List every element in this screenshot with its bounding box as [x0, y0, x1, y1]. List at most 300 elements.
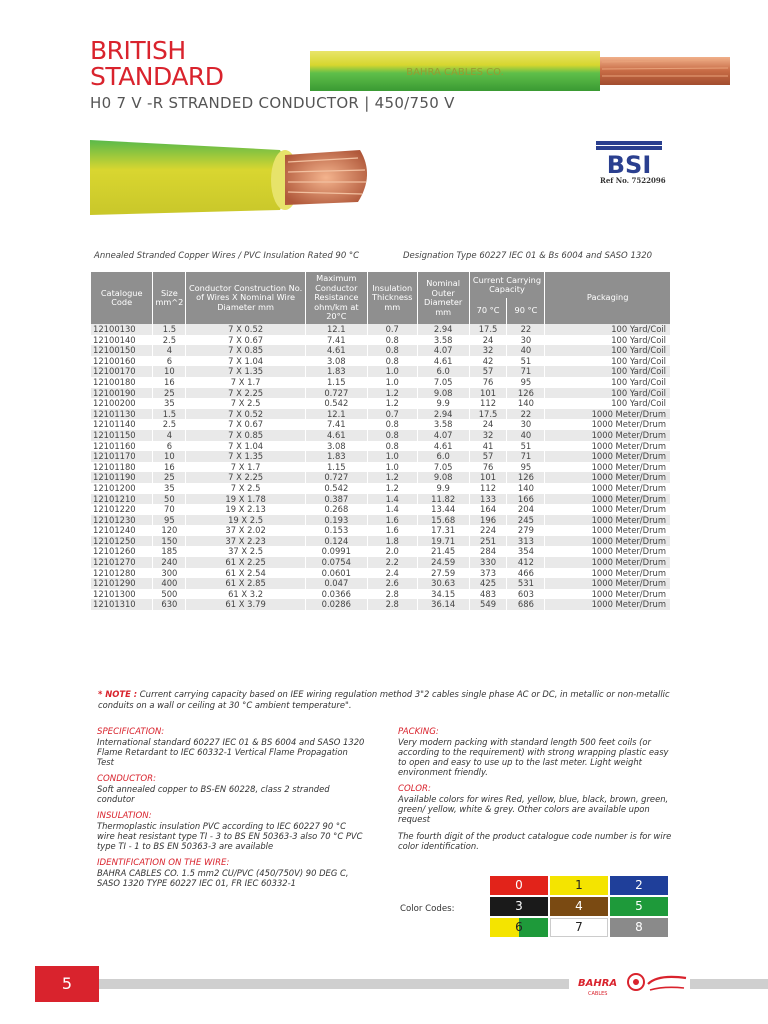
cell-resistance: 7.41 [305, 419, 367, 430]
cell-diameter: 15.68 [417, 515, 469, 526]
cell-resistance: 4.61 [305, 345, 367, 356]
table-row [91, 568, 671, 579]
cell-packaging: 1000 Meter/Drum [545, 589, 671, 600]
cell-packaging: 1000 Meter/Drum [545, 546, 671, 557]
logo-subtext: CABLES [588, 991, 608, 997]
cell-thickness: 1.0 [367, 451, 417, 462]
cell-cap90: 466 [507, 568, 545, 579]
cell-packaging: 1000 Meter/Drum [545, 515, 671, 526]
cell-cap90: 354 [507, 546, 545, 557]
cell-diameter: 3.58 [417, 335, 469, 346]
cell-thickness: 2.0 [367, 546, 417, 557]
cell-code: 12101150 [91, 430, 153, 441]
cell-resistance: 0.153 [305, 525, 367, 536]
cell-size: 500 [153, 589, 186, 600]
cable-photo-middle [90, 120, 380, 230]
logo-wordmark: BAHRA [578, 978, 618, 989]
cell-size: 10 [153, 366, 186, 377]
cell-thickness: 2.8 [367, 589, 417, 600]
cell-resistance: 0.268 [305, 504, 367, 515]
cell-packaging: 100 Yard/Coil [545, 377, 671, 388]
color-code-4: 4 [550, 897, 608, 916]
cell-size: 240 [153, 557, 186, 568]
cell-cap70: 41 [469, 441, 507, 452]
header-size: Size mm^2 [153, 272, 186, 324]
cell-packaging: 1000 Meter/Drum [545, 557, 671, 568]
bsi-reference-number: Ref No. 7522096 [600, 176, 666, 185]
cell-size: 35 [153, 398, 186, 409]
cell-diameter: 36.14 [417, 599, 469, 610]
cell-cap90: 140 [507, 398, 545, 409]
cell-construction: 61 X 2.54 [186, 568, 305, 579]
cell-thickness: 0.8 [367, 419, 417, 430]
cell-code: 12101260 [91, 546, 153, 557]
cell-cap90: 51 [507, 356, 545, 367]
color-code-7: 7 [550, 918, 608, 937]
section-color [398, 784, 673, 824]
cell-diameter: 27.59 [417, 568, 469, 579]
cell-construction: 61 X 3.79 [186, 599, 305, 610]
header-diameter: Nominal Outer Diameter mm [417, 272, 469, 324]
cell-code: 12101240 [91, 525, 153, 536]
cell-cap90: 313 [507, 536, 545, 547]
header-capacity: Current Carrying Capacity [469, 272, 545, 298]
cell-size: 25 [153, 472, 186, 483]
cell-size: 4 [153, 430, 186, 441]
cell-cap90: 22 [507, 324, 545, 335]
table-row [91, 441, 671, 452]
footnote-text: Current carrying capacity based on IEE wiring regulation method 3"2 cables single phase AC or DC, in metallic or non-metallic conduits on a wall or ceiling at 30 °C ambient temperature". [98, 689, 670, 710]
cell-size: 4 [153, 345, 186, 356]
conductor-note: Annealed Stranded Copper Wires / PVC Insulation Rated 90 °C [94, 251, 360, 261]
cell-cap70: 549 [469, 599, 507, 610]
cell-resistance: 0.542 [305, 398, 367, 409]
cell-diameter: 4.61 [417, 356, 469, 367]
section-insulation [97, 811, 365, 851]
page-number: 5 [35, 966, 99, 1002]
cell-cap70: 17.5 [469, 409, 507, 420]
cell-packaging: 100 Yard/Coil [545, 398, 671, 409]
cell-thickness: 1.4 [367, 504, 417, 515]
cell-construction: 7 X 1.04 [186, 356, 305, 367]
cell-diameter: 17.31 [417, 525, 469, 536]
cell-code: 12101270 [91, 557, 153, 568]
table-footnote [98, 689, 674, 711]
table-row [91, 356, 671, 367]
cell-code: 12101230 [91, 515, 153, 526]
cell-packaging: 1000 Meter/Drum [545, 599, 671, 610]
table-row [91, 419, 671, 430]
cell-diameter: 6.0 [417, 366, 469, 377]
cell-thickness: 1.0 [367, 462, 417, 473]
cell-resistance: 0.124 [305, 536, 367, 547]
section-packing [398, 727, 673, 777]
cell-code: 12101250 [91, 536, 153, 547]
section-conductor [97, 774, 365, 804]
cell-cap70: 164 [469, 504, 507, 515]
cell-packaging: 1000 Meter/Drum [545, 525, 671, 536]
cell-thickness: 1.4 [367, 494, 417, 505]
cell-code: 12101160 [91, 441, 153, 452]
cell-thickness: 0.8 [367, 430, 417, 441]
cell-code: 12100160 [91, 356, 153, 367]
cell-resistance: 0.387 [305, 494, 367, 505]
cell-construction: 7 X 1.35 [186, 451, 305, 462]
cell-cap70: 196 [469, 515, 507, 526]
header-thickness: Insulation Thickness mm [367, 272, 417, 324]
cell-size: 35 [153, 483, 186, 494]
color-code-5: 5 [610, 897, 668, 916]
header-capacity-90: 90 °C [507, 298, 545, 324]
table-row [91, 504, 671, 515]
cell-thickness: 0.8 [367, 441, 417, 452]
table-row [91, 377, 671, 388]
cell-resistance: 3.08 [305, 441, 367, 452]
header-resistance: Maximum Conductor Resistance ohm/km at 20°C [305, 272, 367, 324]
cell-construction: 7 X 2.5 [186, 398, 305, 409]
cell-resistance: 0.047 [305, 578, 367, 589]
cell-code: 12101220 [91, 504, 153, 515]
cell-cap90: 71 [507, 366, 545, 377]
cell-cap90: 245 [507, 515, 545, 526]
cell-code: 12101170 [91, 451, 153, 462]
cell-packaging: 1000 Meter/Drum [545, 451, 671, 462]
cell-cap70: 76 [469, 377, 507, 388]
cell-resistance: 12.1 [305, 409, 367, 420]
cell-construction: 61 X 3.2 [186, 589, 305, 600]
table-row [91, 472, 671, 483]
cell-resistance: 4.61 [305, 430, 367, 441]
cell-thickness: 1.6 [367, 525, 417, 536]
color-codes-label: Color Codes: [400, 904, 455, 914]
cell-size: 10 [153, 451, 186, 462]
cell-construction: 7 X 0.67 [186, 335, 305, 346]
cell-cap70: 101 [469, 472, 507, 483]
section-body: Available colors for wires Red, yellow, blue, black, brown, green, green/ yellow, white & grey. Other colors are available upon request [398, 794, 669, 824]
cell-cap90: 279 [507, 525, 545, 536]
cell-construction: 7 X 2.5 [186, 483, 305, 494]
cell-diameter: 7.05 [417, 377, 469, 388]
section-body: Very modern packing with standard length 500 feet coils (or according to the requirement) with strong wrapping plastic easy to open and easy to use up to the last meter. Light weight environment friendly. [398, 737, 669, 777]
table-row [91, 398, 671, 409]
cell-cap70: 101 [469, 388, 507, 399]
cell-cap70: 32 [469, 345, 507, 356]
cell-diameter: 34.15 [417, 589, 469, 600]
cell-code: 12100200 [91, 398, 153, 409]
cell-code: 12101290 [91, 578, 153, 589]
cell-cap90: 51 [507, 441, 545, 452]
section-identification [97, 858, 365, 888]
cell-code: 12100170 [91, 366, 153, 377]
cell-code: 12101280 [91, 568, 153, 579]
table-row [91, 345, 671, 356]
cell-resistance: 0.727 [305, 472, 367, 483]
cell-size: 70 [153, 504, 186, 515]
table-row [91, 366, 671, 377]
cell-resistance: 0.727 [305, 388, 367, 399]
color-code-8: 8 [610, 918, 668, 937]
table-row [91, 578, 671, 589]
cell-resistance: 1.15 [305, 462, 367, 473]
cell-resistance: 3.08 [305, 356, 367, 367]
cell-cap90: 40 [507, 345, 545, 356]
cell-cap70: 425 [469, 578, 507, 589]
section-body: Thermoplastic insulation PVC according to IEC 60227 90 °C wire heat resistant type TI - 3 to BS EN 50363-3 also 70 °C PVC type TI - 1 to BS EN 50363-3 are available [97, 821, 363, 851]
cell-code: 12101180 [91, 462, 153, 473]
cell-construction: 61 X 2.85 [186, 578, 305, 589]
cell-construction: 7 X 1.7 [186, 462, 305, 473]
cell-thickness: 1.2 [367, 398, 417, 409]
cell-thickness: 2.2 [367, 557, 417, 568]
cell-thickness: 1.2 [367, 472, 417, 483]
cell-cap70: 133 [469, 494, 507, 505]
cell-construction: 7 X 2.25 [186, 472, 305, 483]
section-color-identification [398, 831, 673, 851]
cell-construction: 37 X 2.5 [186, 546, 305, 557]
cell-construction: 7 X 1.35 [186, 366, 305, 377]
section-body: Soft annealed copper to BS-EN 60228, class 2 stranded condutor [97, 784, 330, 804]
cell-size: 25 [153, 388, 186, 399]
cell-diameter: 7.05 [417, 462, 469, 473]
cell-cap70: 483 [469, 589, 507, 600]
cell-code: 12101310 [91, 599, 153, 610]
cell-construction: 7 X 0.67 [186, 419, 305, 430]
cell-packaging: 1000 Meter/Drum [545, 568, 671, 579]
cell-diameter: 2.94 [417, 409, 469, 420]
cell-diameter: 3.58 [417, 419, 469, 430]
table-row [91, 525, 671, 536]
cell-cap90: 204 [507, 504, 545, 515]
section-specification [97, 727, 365, 767]
cell-cap70: 57 [469, 451, 507, 462]
cell-size: 95 [153, 515, 186, 526]
cell-packaging: 1000 Meter/Drum [545, 494, 671, 505]
cell-thickness: 2.8 [367, 599, 417, 610]
color-code-3: 3 [490, 897, 548, 916]
header-packaging: Packaging [545, 272, 671, 324]
designation-note: Designation Type 60227 IEC 01 & Bs 6004 and SASO 1320 [403, 251, 653, 261]
cell-cap70: 284 [469, 546, 507, 557]
cell-resistance: 1.83 [305, 366, 367, 377]
cell-code: 12101210 [91, 494, 153, 505]
cell-thickness: 1.0 [367, 377, 417, 388]
table-row [91, 599, 671, 610]
color-code-0: 0 [490, 876, 548, 895]
title-line-1: BRITISH [90, 36, 186, 65]
bahra-logo [570, 970, 690, 998]
cell-cap70: 112 [469, 398, 507, 409]
table-row [91, 536, 671, 547]
cell-cap70: 373 [469, 568, 507, 579]
cell-code: 12101140 [91, 419, 153, 430]
cell-thickness: 1.0 [367, 366, 417, 377]
cell-thickness: 1.2 [367, 388, 417, 399]
cell-size: 150 [153, 536, 186, 547]
cell-thickness: 2.6 [367, 578, 417, 589]
cell-thickness: 0.7 [367, 324, 417, 335]
cell-packaging: 1000 Meter/Drum [545, 578, 671, 589]
cell-packaging: 100 Yard/Coil [545, 324, 671, 335]
footnote-marker: * NOTE : [98, 689, 138, 699]
cell-construction: 61 X 2.25 [186, 557, 305, 568]
cell-construction: 7 X 0.85 [186, 345, 305, 356]
cell-cap90: 22 [507, 409, 545, 420]
cell-diameter: 4.61 [417, 441, 469, 452]
cell-resistance: 1.15 [305, 377, 367, 388]
section-heading: INSULATION: [97, 811, 152, 821]
cell-code: 12100140 [91, 335, 153, 346]
cell-construction: 19 X 1.78 [186, 494, 305, 505]
cell-resistance: 0.0366 [305, 589, 367, 600]
cell-cap70: 224 [469, 525, 507, 536]
cell-cap90: 126 [507, 472, 545, 483]
section-body: BAHRA CABLES CO. 1.5 mm2 CU/PVC (450/750V) 90 DEG C, SASO 1320 TYPE 60227 IEC 01, FR IEC 60332-1 [97, 868, 349, 888]
bsi-logo [596, 141, 662, 179]
section-body: International standard 60227 IEC 01 & BS 6004 and SASO 1320 Flame Retardant to IEC 60332-1 Vertical Flame Propagation Test [97, 737, 365, 767]
cell-cap90: 140 [507, 483, 545, 494]
cell-resistance: 0.542 [305, 483, 367, 494]
cell-code: 12100190 [91, 388, 153, 399]
cell-cap70: 251 [469, 536, 507, 547]
cell-thickness: 1.6 [367, 515, 417, 526]
cell-diameter: 9.08 [417, 388, 469, 399]
cell-packaging: 1000 Meter/Drum [545, 483, 671, 494]
cell-diameter: 4.07 [417, 430, 469, 441]
cell-code: 12101200 [91, 483, 153, 494]
header-catalogue-code: Catalogue Code [91, 272, 153, 324]
table-row [91, 494, 671, 505]
table-row [91, 430, 671, 441]
cell-cap90: 40 [507, 430, 545, 441]
color-code-1: 1 [550, 876, 608, 895]
cell-packaging: 100 Yard/Coil [545, 366, 671, 377]
cell-cap90: 30 [507, 419, 545, 430]
table-body [91, 324, 671, 610]
cell-packaging: 1000 Meter/Drum [545, 430, 671, 441]
specification-table [91, 272, 671, 610]
cell-resistance: 0.0286 [305, 599, 367, 610]
cell-packaging: 1000 Meter/Drum [545, 419, 671, 430]
cell-thickness: 0.7 [367, 409, 417, 420]
table-row [91, 324, 671, 335]
cell-packaging: 100 Yard/Coil [545, 345, 671, 356]
table-row [91, 462, 671, 473]
cell-size: 16 [153, 377, 186, 388]
cell-packaging: 100 Yard/Coil [545, 388, 671, 399]
cell-cap70: 32 [469, 430, 507, 441]
cell-cap70: 17.5 [469, 324, 507, 335]
cell-size: 2.5 [153, 419, 186, 430]
cell-cap90: 686 [507, 599, 545, 610]
section-heading: SPECIFICATION: [97, 727, 165, 737]
cell-cap70: 24 [469, 335, 507, 346]
cell-thickness: 2.4 [367, 568, 417, 579]
cell-thickness: 1.8 [367, 536, 417, 547]
cell-diameter: 21.45 [417, 546, 469, 557]
cell-packaging: 100 Yard/Coil [545, 356, 671, 367]
cell-size: 1.5 [153, 409, 186, 420]
section-heading: COLOR: [398, 784, 431, 794]
cable-print-text: BAHRA CABLES CO. [406, 67, 504, 78]
table-row [91, 546, 671, 557]
cell-size: 400 [153, 578, 186, 589]
cell-diameter: 9.08 [417, 472, 469, 483]
section-heading: PACKING: [398, 727, 439, 737]
table-row [91, 483, 671, 494]
cell-size: 6 [153, 441, 186, 452]
cell-code: 12100180 [91, 377, 153, 388]
table-row [91, 557, 671, 568]
page-subtitle: H0 7 V -R STRANDED CONDUCTOR | 450/750 V [90, 94, 455, 112]
cell-diameter: 4.07 [417, 345, 469, 356]
cell-size: 630 [153, 599, 186, 610]
section-heading: CONDUCTOR: [97, 774, 156, 784]
cell-diameter: 24.59 [417, 557, 469, 568]
cell-size: 120 [153, 525, 186, 536]
cell-resistance: 7.41 [305, 335, 367, 346]
cell-cap90: 95 [507, 377, 545, 388]
table-row [91, 388, 671, 399]
title-line-2: STANDARD [90, 62, 224, 91]
cell-construction: 7 X 1.7 [186, 377, 305, 388]
cell-construction: 37 X 2.02 [186, 525, 305, 536]
cell-thickness: 0.8 [367, 335, 417, 346]
cell-packaging: 1000 Meter/Drum [545, 536, 671, 547]
cell-packaging: 1000 Meter/Drum [545, 441, 671, 452]
cell-packaging: 100 Yard/Coil [545, 335, 671, 346]
cell-diameter: 13.44 [417, 504, 469, 515]
cell-construction: 7 X 2.25 [186, 388, 305, 399]
cell-cap90: 412 [507, 557, 545, 568]
left-sections [97, 727, 365, 895]
section-body: The fourth digit of the product catalogue code number is for wire color identification. [398, 831, 672, 851]
header-capacity-70: 70 °C [469, 298, 507, 324]
cell-cap70: 330 [469, 557, 507, 568]
cell-thickness: 0.8 [367, 345, 417, 356]
cell-size: 1.5 [153, 324, 186, 335]
cell-packaging: 1000 Meter/Drum [545, 504, 671, 515]
cell-cap90: 166 [507, 494, 545, 505]
cell-cap70: 76 [469, 462, 507, 473]
cell-cap90: 71 [507, 451, 545, 462]
cell-construction: 19 X 2.5 [186, 515, 305, 526]
cell-thickness: 1.2 [367, 483, 417, 494]
cell-code: 12100150 [91, 345, 153, 356]
cell-cap70: 24 [469, 419, 507, 430]
header-construction: Conductor Construction No. of Wires X Nominal Wire Diameter mm [186, 272, 305, 324]
cell-cap90: 30 [507, 335, 545, 346]
bsi-logo-text: BSI [606, 151, 652, 179]
cell-cap90: 531 [507, 578, 545, 589]
color-code-2: 2 [610, 876, 668, 895]
cell-size: 185 [153, 546, 186, 557]
cell-resistance: 0.0601 [305, 568, 367, 579]
cell-resistance: 12.1 [305, 324, 367, 335]
cell-construction: 7 X 0.52 [186, 324, 305, 335]
table-row [91, 451, 671, 462]
cell-size: 300 [153, 568, 186, 579]
cell-cap90: 126 [507, 388, 545, 399]
cell-packaging: 1000 Meter/Drum [545, 409, 671, 420]
cell-cap70: 112 [469, 483, 507, 494]
cell-resistance: 0.0991 [305, 546, 367, 557]
cable-photo-top [310, 45, 730, 97]
cell-cap90: 603 [507, 589, 545, 600]
cell-construction: 7 X 0.85 [186, 430, 305, 441]
table-row [91, 589, 671, 600]
cell-size: 50 [153, 494, 186, 505]
cell-resistance: 0.0754 [305, 557, 367, 568]
